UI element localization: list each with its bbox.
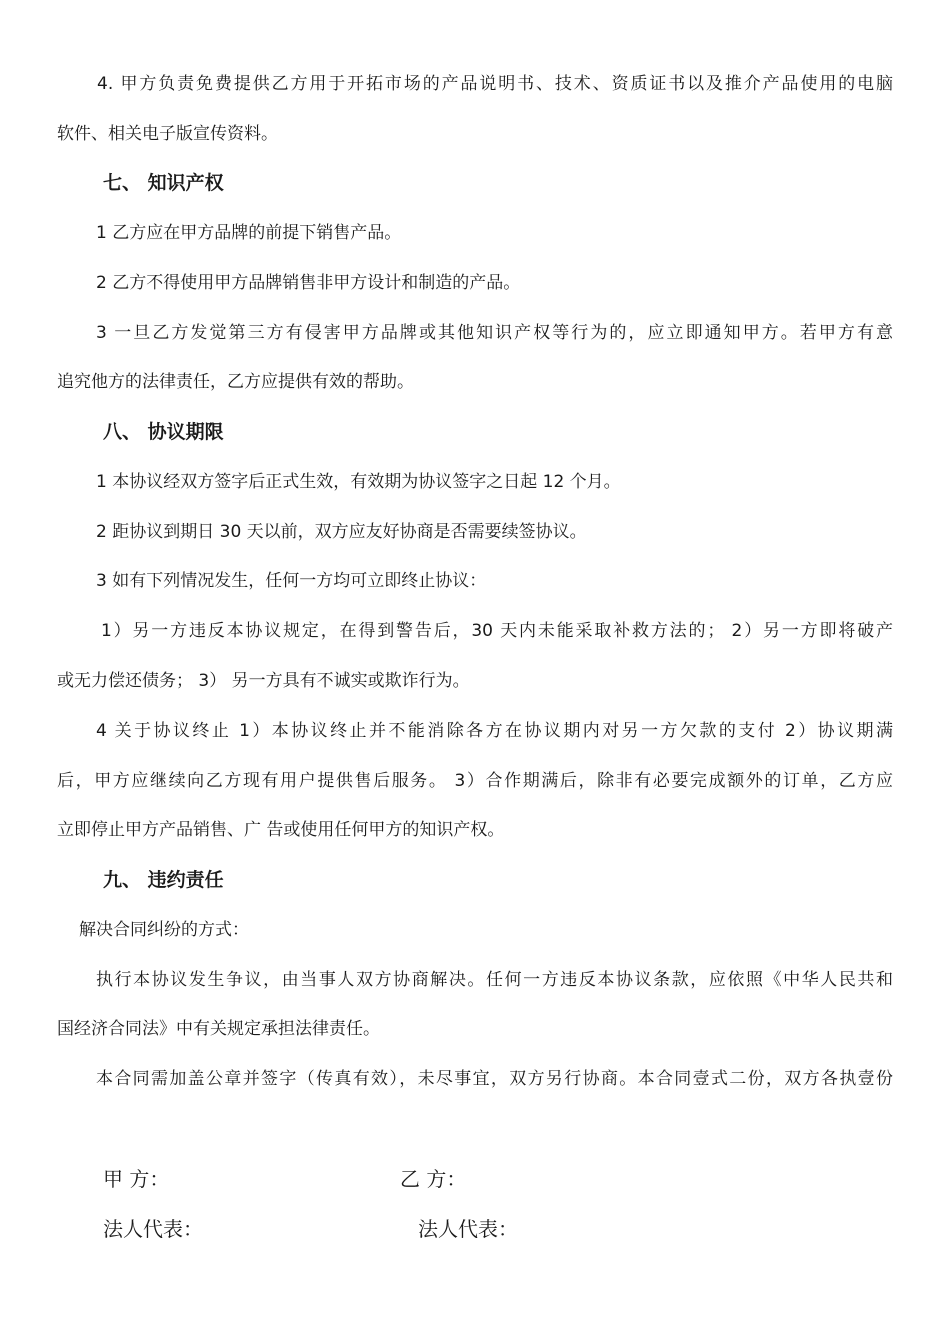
signature-party-b: 乙 方： bbox=[400, 1167, 467, 1191]
signature-party-a: 甲 方： bbox=[103, 1167, 170, 1191]
section-heading-ip: 七、 知识产权 bbox=[103, 172, 224, 194]
s7-item3-line2: 追究他方的法律责任，乙方应提供有效的帮助。 bbox=[57, 372, 414, 392]
s9-p1-line1: 执行本协议发生争议，由当事人双方协商解决。任何一方违反本协议条款，应依照《中华人民共和 bbox=[96, 970, 893, 990]
s9-p1-line2: 国经济合同法》中有关规定承担法律责任。 bbox=[57, 1019, 380, 1039]
s8-item3a-line2: 或无力偿还债务； 3） 另一方具有不诚实或欺诈行为。 bbox=[57, 671, 470, 691]
s8-item4-line3: 立即停止甲方产品销售、广 告或使用任何甲方的知识产权。 bbox=[57, 820, 505, 840]
s9-dispute-label: 解决合同纠纷的方式： bbox=[79, 920, 249, 940]
s7-item1: 1 乙方应在甲方品牌的前提下销售产品。 bbox=[96, 223, 402, 243]
signature-rep-a: 法人代表： bbox=[103, 1217, 203, 1241]
s9-p2: 本合同需加盖公章并签字（传真有效），未尽事宜，双方另行协商。本合同壹式二份，双方各执壹份 bbox=[96, 1069, 893, 1089]
s8-item2: 2 距协议到期日 30 天以前，双方应友好协商是否需要续签协议。 bbox=[96, 522, 587, 542]
section-heading-liability: 九、 违约责任 bbox=[103, 869, 224, 891]
s6-item4-line1: 4. 甲方负责免费提供乙方用于开拓市场的产品说明书、技术、资质证书以及推介产品使用的电脑 bbox=[97, 74, 893, 94]
section-heading-term: 八、 协议期限 bbox=[103, 421, 224, 443]
s8-item4-line1: 4 关于协议终止 1）本协议终止并不能消除各方在协议期内对另一方欠款的支付 2）协议期满 bbox=[96, 721, 893, 741]
s7-item2: 2 乙方不得使用甲方品牌销售非甲方设计和制造的产品。 bbox=[96, 273, 521, 293]
s8-item1: 1 本协议经双方签字后正式生效，有效期为协议签字之日起 12 个月。 bbox=[96, 472, 621, 492]
s8-item4-line2: 后，甲方应继续向乙方现有用户提供售后服务。 3）合作期满后，除非有必要完成额外的订单，乙方应 bbox=[57, 771, 893, 791]
s8-item3: 3 如有下列情况发生，任何一方均可立即终止协议： bbox=[96, 571, 487, 591]
s7-item3-line1: 3 一旦乙方发觉第三方有侵害甲方品牌或其他知识产权等行为的，应立即通知甲方。若甲方有意 bbox=[96, 323, 893, 343]
signature-rep-b: 法人代表： bbox=[418, 1217, 518, 1241]
s6-item4-line2: 软件、相关电子版宣传资料。 bbox=[57, 124, 278, 144]
s8-item3a-line1: 1）另一方违反本协议规定，在得到警告后，30 天内未能采取补救方法的； 2）另一方即将破产 bbox=[101, 621, 893, 641]
